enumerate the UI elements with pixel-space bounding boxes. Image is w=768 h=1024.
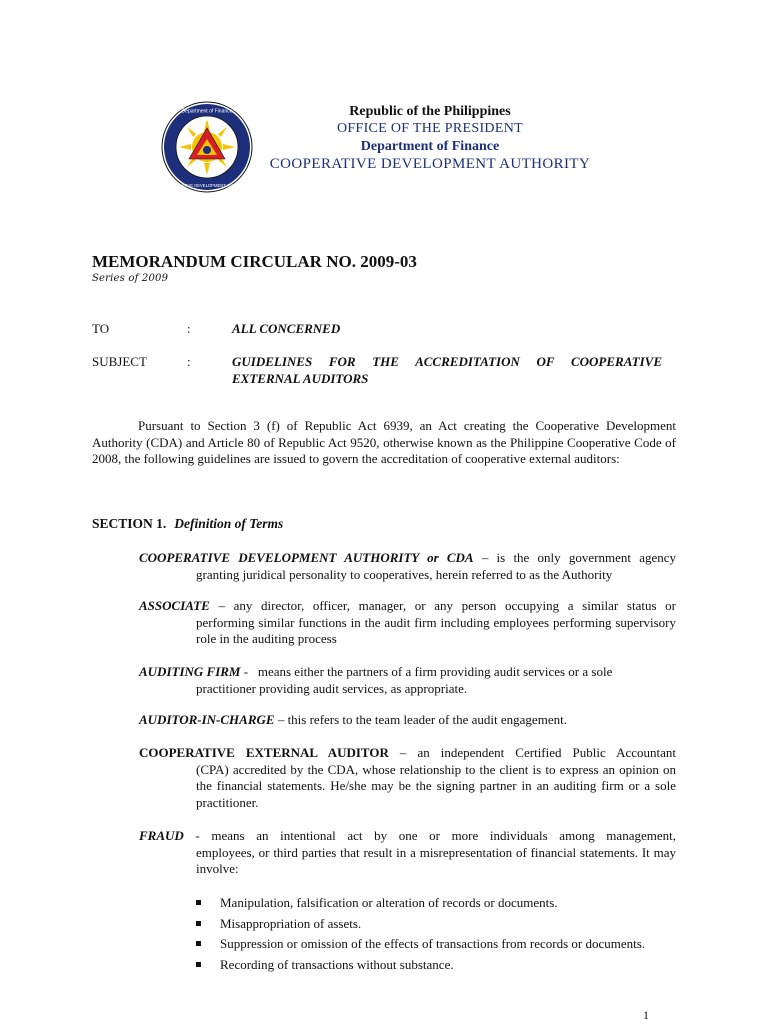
subject-value: GUIDELINES FOR THE ACCREDITATION OF COOPERATIVE EXTERNAL AUDITORS xyxy=(232,354,662,386)
term-sep: – xyxy=(209,598,234,613)
fraud-list xyxy=(196,895,676,977)
list-item xyxy=(196,957,676,974)
bullet-icon xyxy=(196,941,201,946)
section-number: SECTION 1. xyxy=(92,516,167,531)
list-item xyxy=(196,936,676,953)
list-item-text: Suppression or omission of the effects of transactions from records or documents. xyxy=(220,936,646,951)
term-fraud xyxy=(139,828,676,878)
term-def-rest: performing similar functions in the audit firm including employees performing supervisory role in the auditing process xyxy=(196,614,676,646)
term-sep: – xyxy=(473,550,497,565)
subject-colon: : xyxy=(187,354,191,369)
list-item-text: Manipulation, falsification or alteration of records or documents. xyxy=(220,895,558,910)
to-value: ALL CONCERNED xyxy=(232,321,341,336)
term-associate xyxy=(139,598,676,648)
term-cda xyxy=(139,550,676,583)
intro-paragraph: Pursuant to Section 3 (f) of Republic Act 6939, an Act creating the Cooperative Development Authority (CDA) and Article 80 of Republic Act 9520, otherwise known as the Philippine Cooperative Code of 2008, the following guidelines are issued to govern the accreditation of cooperative external auditors: xyxy=(92,418,676,466)
term-def-rest: employees, or third parties that result in a misrepresentation of financial statements. It may involve: xyxy=(196,844,676,876)
page-number: 1 xyxy=(643,1008,649,1022)
term-cooperative-external-auditor xyxy=(139,745,676,811)
to-label: TO xyxy=(92,321,110,336)
seal-ring-text-top: Department of Finance xyxy=(181,108,233,115)
memo-title: MEMORANDUM CIRCULAR NO. 2009-03 xyxy=(92,252,417,271)
term-name: AUDITING FIRM xyxy=(139,664,241,679)
term-sep: – xyxy=(274,712,288,727)
term-def-line1: means an intentional act by one or more individuals among management, xyxy=(211,828,676,843)
term-def-line1: any director, officer, manager, or any person occupying a similar status or xyxy=(233,598,676,613)
term-def-line1: means either the partners of a firm providing audit services or a sole xyxy=(251,664,613,679)
term-name: COOPERATIVE EXTERNAL AUDITOR xyxy=(139,745,389,760)
list-item xyxy=(196,895,676,912)
seal-ring-text-bottom: COOPERATIVE DEVELOPMENT AUTHORITY xyxy=(163,183,251,188)
term-name: ASSOCIATE xyxy=(139,598,210,613)
term-def-line1: this refers to the team leader of the audit engagement. xyxy=(287,712,567,727)
letterhead-office: OFFICE OF THE PRESIDENT xyxy=(337,121,523,136)
bullet-icon xyxy=(196,921,201,926)
term-def-line1: an independent Certified Public Accountant xyxy=(417,745,677,760)
term-def-rest: (CPA) accredited by the CDA, whose relationship to the client is to express an opinion on the financial statements. He/she may be the signing partner in an auditing firm or a sole practitioner. xyxy=(196,761,676,810)
subject-label: SUBJECT xyxy=(92,354,147,369)
section-title: Definition of Terms xyxy=(174,516,284,531)
letterhead-republic: Republic of the Philippines xyxy=(349,104,511,119)
term-def-rest: practitioner providing audit services, as appropriate. xyxy=(196,680,468,696)
term-sep: - xyxy=(240,664,252,679)
bullet-icon xyxy=(196,962,201,967)
term-sep: - xyxy=(183,828,212,843)
letterhead-department: Department of Finance xyxy=(360,139,500,154)
list-item-text: Misappropriation of assets. xyxy=(220,915,362,931)
term-def-rest: granting juridical personality to cooperatives, herein referred to as the Authority xyxy=(196,566,613,582)
term-name: COOPERATIVE DEVELOPMENT AUTHORITY or CDA xyxy=(139,550,474,565)
list-item xyxy=(196,916,676,933)
cda-seal-logo xyxy=(161,101,253,193)
letterhead-authority: COOPERATIVE DEVELOPMENT AUTHORITY xyxy=(269,156,591,172)
letterhead xyxy=(250,103,610,173)
to-colon: : xyxy=(187,321,191,336)
memo-series: Series of 2009 xyxy=(92,273,169,284)
term-name: AUDITOR-IN-CHARGE xyxy=(139,712,275,727)
term-auditing-firm xyxy=(139,664,676,697)
list-item-text: Recording of transactions without substance. xyxy=(220,956,454,972)
term-auditor-in-charge xyxy=(139,712,676,729)
section-1-heading xyxy=(92,516,283,532)
bullet-icon xyxy=(196,900,201,905)
term-name: FRAUD xyxy=(139,828,184,843)
term-sep: – xyxy=(388,745,418,760)
term-def-line1: is the only government agency xyxy=(496,550,677,565)
